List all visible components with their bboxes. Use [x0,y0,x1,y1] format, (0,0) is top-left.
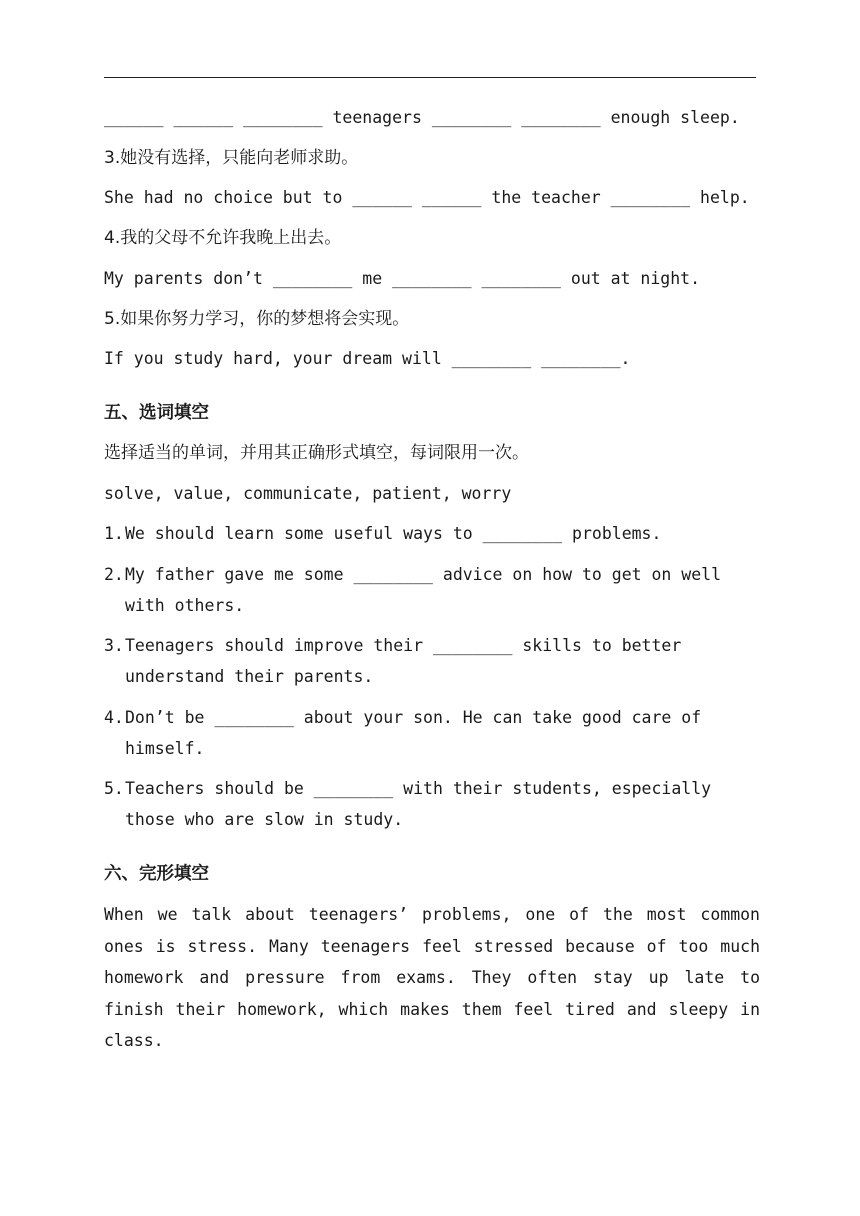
translation-answer-line-4: My parents don’t ________ me ________ ________ out at night. [104,269,701,288]
translation-answer-line-2: ______ ______ ________ teenagers ________ ________ enough sleep. [104,108,740,127]
item-text: We should learn some useful ways to ________ problems. [125,524,662,543]
translation-answer-line-3: She had no choice but to ______ ______ the teacher ________ help. [104,188,750,207]
fill-item-5 [104,773,760,835]
fill-item-2 [104,559,760,621]
fill-item-1 [104,518,760,549]
item-number: 1. [104,524,124,543]
item-text: My father gave me some ________ advice on how to get on well with others. [125,565,722,615]
section-five-title: 五、选词填空 [104,403,209,423]
item-number: 2. [104,565,124,584]
translation-answer-line-5: If you study hard, your dream will ________ ________. [104,349,631,368]
fill-item-4 [104,702,760,764]
item-number: 3. [104,636,124,655]
translation-question-4: 4.我的父母不允许我晚上出去。 [104,228,342,248]
item-number: 4. [104,708,124,727]
section-six-title: 六、完形填空 [104,864,209,884]
word-bank: solve, value, communicate, patient, worry [104,484,512,503]
fill-item-3 [104,630,760,692]
section-five-instruction: 选择适当的单词，并用其正确形式填空，每词限用一次。 [104,443,529,463]
cloze-passage: When we talk about teenagers’ problems, one of the most common ones is stress. Many teenagers feel stressed because of too much homework and pressure from exams. They often stay up late to finish their homework, which makes them feel tired and sleepy in class. [104,905,760,1050]
item-text: Teenagers should improve their ________ skills to better understand their parents. [125,636,682,686]
header-rule [104,77,756,78]
translation-question-5: 5.如果你努力学习，你的梦想将会实现。 [104,309,410,329]
item-number: 5. [104,779,124,798]
item-text: Don’t be ________ about your son. He can take good care of himself. [125,708,702,758]
item-text: Teachers should be ________ with their students, especially those who are slow in study. [125,779,712,829]
translation-question-3: 3.她没有选择，只能向老师求助。 [104,148,359,168]
